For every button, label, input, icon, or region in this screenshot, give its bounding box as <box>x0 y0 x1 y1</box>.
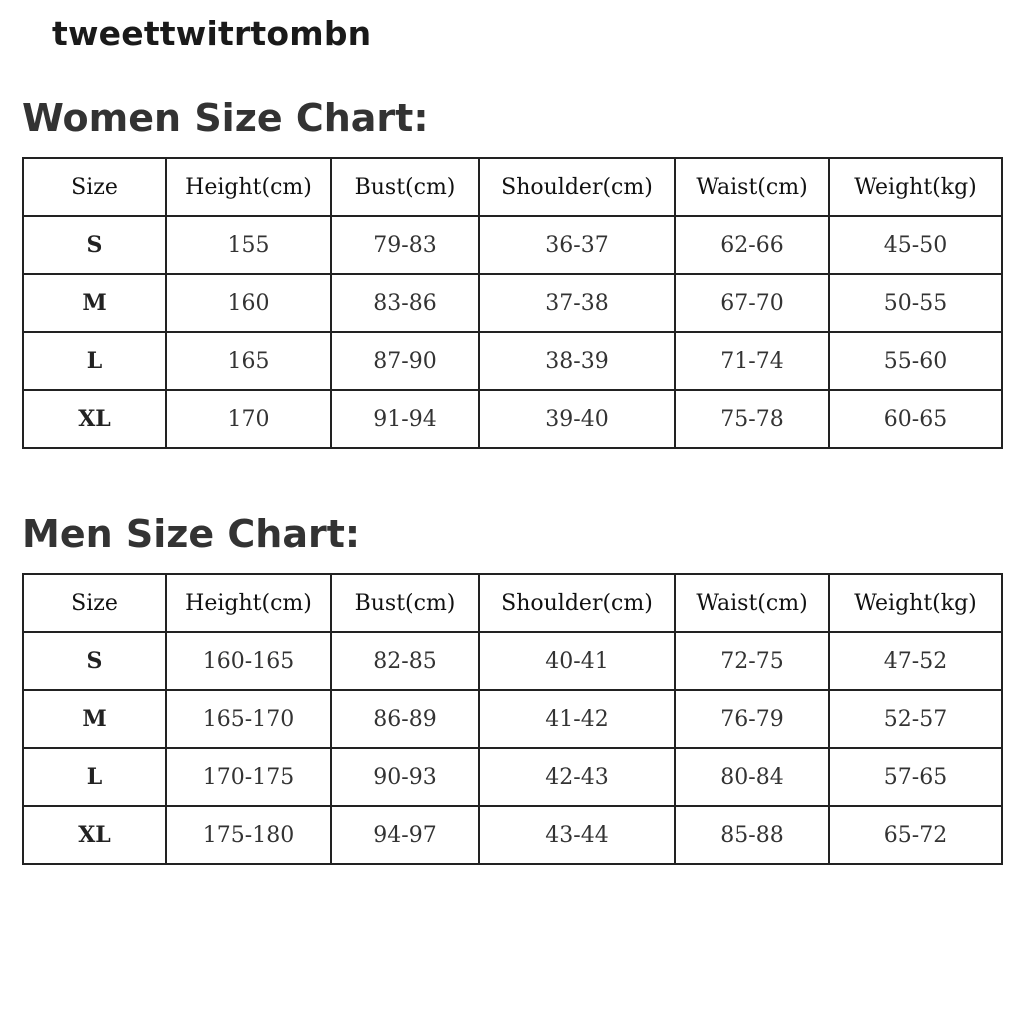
header-waist: Waist(cm) <box>675 158 829 216</box>
header-weight: Weight(kg) <box>829 158 1002 216</box>
men-size-table <box>22 573 1003 865</box>
bust-cell: 87-90 <box>331 332 479 390</box>
size-cell: XL <box>23 806 166 864</box>
size-cell: L <box>23 748 166 806</box>
weight-cell: 47-52 <box>829 632 1002 690</box>
weight-cell: 52-57 <box>829 690 1002 748</box>
bust-cell: 86-89 <box>331 690 479 748</box>
table-row <box>23 390 1002 448</box>
men-size-chart-title: Men Size Chart: <box>22 512 361 556</box>
height-cell: 160-165 <box>166 632 331 690</box>
waist-cell: 85-88 <box>675 806 829 864</box>
size-cell: S <box>23 632 166 690</box>
table-row <box>23 748 1002 806</box>
header-shoulder: Shoulder(cm) <box>479 574 675 632</box>
height-cell: 170-175 <box>166 748 331 806</box>
header-size: Size <box>23 158 166 216</box>
size-cell: S <box>23 216 166 274</box>
table-row <box>23 332 1002 390</box>
waist-cell: 80-84 <box>675 748 829 806</box>
height-cell: 160 <box>166 274 331 332</box>
store-watermark: tweettwitrtombn <box>52 14 372 53</box>
waist-cell: 67-70 <box>675 274 829 332</box>
shoulder-cell: 40-41 <box>479 632 675 690</box>
table-row <box>23 690 1002 748</box>
header-size: Size <box>23 574 166 632</box>
shoulder-cell: 42-43 <box>479 748 675 806</box>
bust-cell: 83-86 <box>331 274 479 332</box>
shoulder-cell: 36-37 <box>479 216 675 274</box>
waist-cell: 76-79 <box>675 690 829 748</box>
weight-cell: 50-55 <box>829 274 1002 332</box>
header-weight: Weight(kg) <box>829 574 1002 632</box>
bust-cell: 91-94 <box>331 390 479 448</box>
weight-cell: 57-65 <box>829 748 1002 806</box>
height-cell: 165-170 <box>166 690 331 748</box>
waist-cell: 72-75 <box>675 632 829 690</box>
weight-cell: 55-60 <box>829 332 1002 390</box>
height-cell: 175-180 <box>166 806 331 864</box>
header-bust: Bust(cm) <box>331 158 479 216</box>
bust-cell: 94-97 <box>331 806 479 864</box>
header-shoulder: Shoulder(cm) <box>479 158 675 216</box>
waist-cell: 75-78 <box>675 390 829 448</box>
table-row <box>23 806 1002 864</box>
header-height: Height(cm) <box>166 158 331 216</box>
shoulder-cell: 41-42 <box>479 690 675 748</box>
bust-cell: 79-83 <box>331 216 479 274</box>
size-cell: L <box>23 332 166 390</box>
size-cell: M <box>23 690 166 748</box>
shoulder-cell: 39-40 <box>479 390 675 448</box>
bust-cell: 90-93 <box>331 748 479 806</box>
shoulder-cell: 43-44 <box>479 806 675 864</box>
height-cell: 165 <box>166 332 331 390</box>
header-waist: Waist(cm) <box>675 574 829 632</box>
height-cell: 155 <box>166 216 331 274</box>
table-header-row <box>23 574 1002 632</box>
weight-cell: 65-72 <box>829 806 1002 864</box>
weight-cell: 60-65 <box>829 390 1002 448</box>
table-row <box>23 274 1002 332</box>
waist-cell: 62-66 <box>675 216 829 274</box>
header-height: Height(cm) <box>166 574 331 632</box>
shoulder-cell: 38-39 <box>479 332 675 390</box>
table-row <box>23 632 1002 690</box>
size-cell: XL <box>23 390 166 448</box>
shoulder-cell: 37-38 <box>479 274 675 332</box>
table-header-row <box>23 158 1002 216</box>
bust-cell: 82-85 <box>331 632 479 690</box>
size-cell: M <box>23 274 166 332</box>
waist-cell: 71-74 <box>675 332 829 390</box>
header-bust: Bust(cm) <box>331 574 479 632</box>
women-size-table <box>22 157 1003 449</box>
weight-cell: 45-50 <box>829 216 1002 274</box>
women-size-chart-title: Women Size Chart: <box>22 96 429 140</box>
height-cell: 170 <box>166 390 331 448</box>
table-row <box>23 216 1002 274</box>
